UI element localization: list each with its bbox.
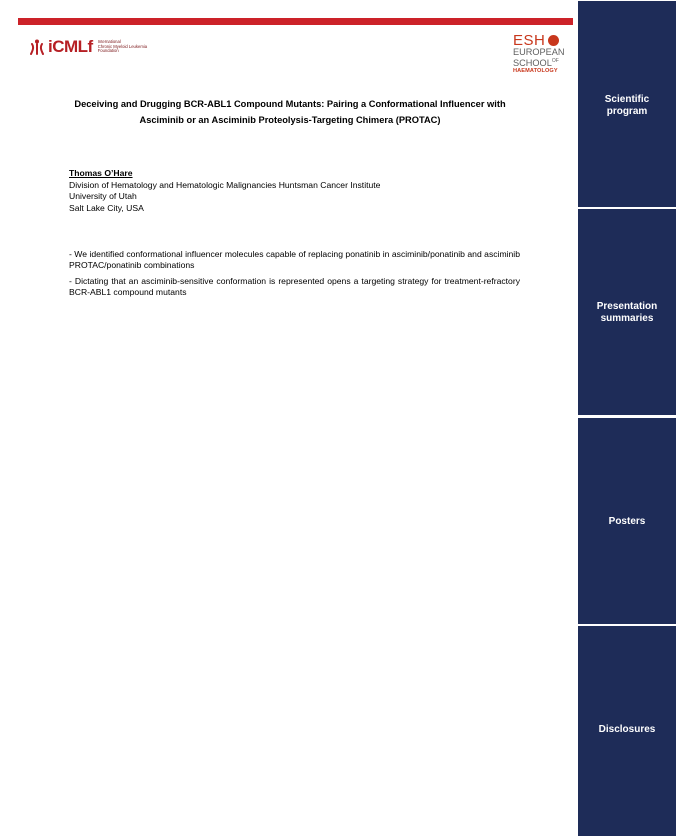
article-title: Deceiving and Drugging BCR-ABL1 Compound Mutants: Pairing a Conformational Influencer with Asciminib or an Asciminib Proteolysis-Targeting Chimera (PROTAC) <box>74 99 506 125</box>
nav-disclosures[interactable]: Disclosures <box>578 626 676 836</box>
icmlf-wordmark: iCMLf <box>48 37 93 56</box>
side-navigation <box>577 0 676 836</box>
summary-bullet: - Dictating that an asciminib-sensitive conformation is represented opens a targeting strategy for treatment-refractory BCR-ABL1 compound mutants <box>69 276 520 297</box>
header-accent-bar <box>18 18 573 25</box>
author-affiliation: Division of Hematology and Hematologic Malignancies Huntsman Cancer Institute <box>69 179 381 190</box>
summary-bullet: - We identified conformational influencer molecules capable of replacing ponatinib in asciminib/ponatinib and asciminib PROTAC/ponatinib combinations <box>69 249 520 270</box>
esh-line-haematology: HAEMATOLOGY <box>513 68 558 75</box>
icmlf-figure-icon <box>30 39 44 55</box>
nav-presentation-summaries[interactable]: Presentation summaries <box>578 209 676 415</box>
esh-logo <box>513 34 573 78</box>
esh-line-european: EUROPEAN <box>513 47 565 57</box>
nav-scientific-program[interactable]: Scientific program <box>578 1 676 207</box>
esh-line-school: $SCHOOL^{OF}$ <box>513 58 559 69</box>
esh-acronym: ESH <box>513 32 546 49</box>
icmlf-logo <box>30 39 158 55</box>
author-location: Salt Lake City, USA <box>69 202 144 213</box>
author-block <box>69 168 380 214</box>
author-name: Thomas O’Hare <box>69 168 133 178</box>
icmlf-subtitle: International Chronic Myeloid Leukemia Foundation <box>97 39 148 54</box>
author-university: University of Utah <box>69 191 137 201</box>
nav-posters[interactable]: Posters <box>578 418 676 624</box>
summary-bullets <box>69 249 520 303</box>
esh-dot-icon <box>548 35 559 46</box>
